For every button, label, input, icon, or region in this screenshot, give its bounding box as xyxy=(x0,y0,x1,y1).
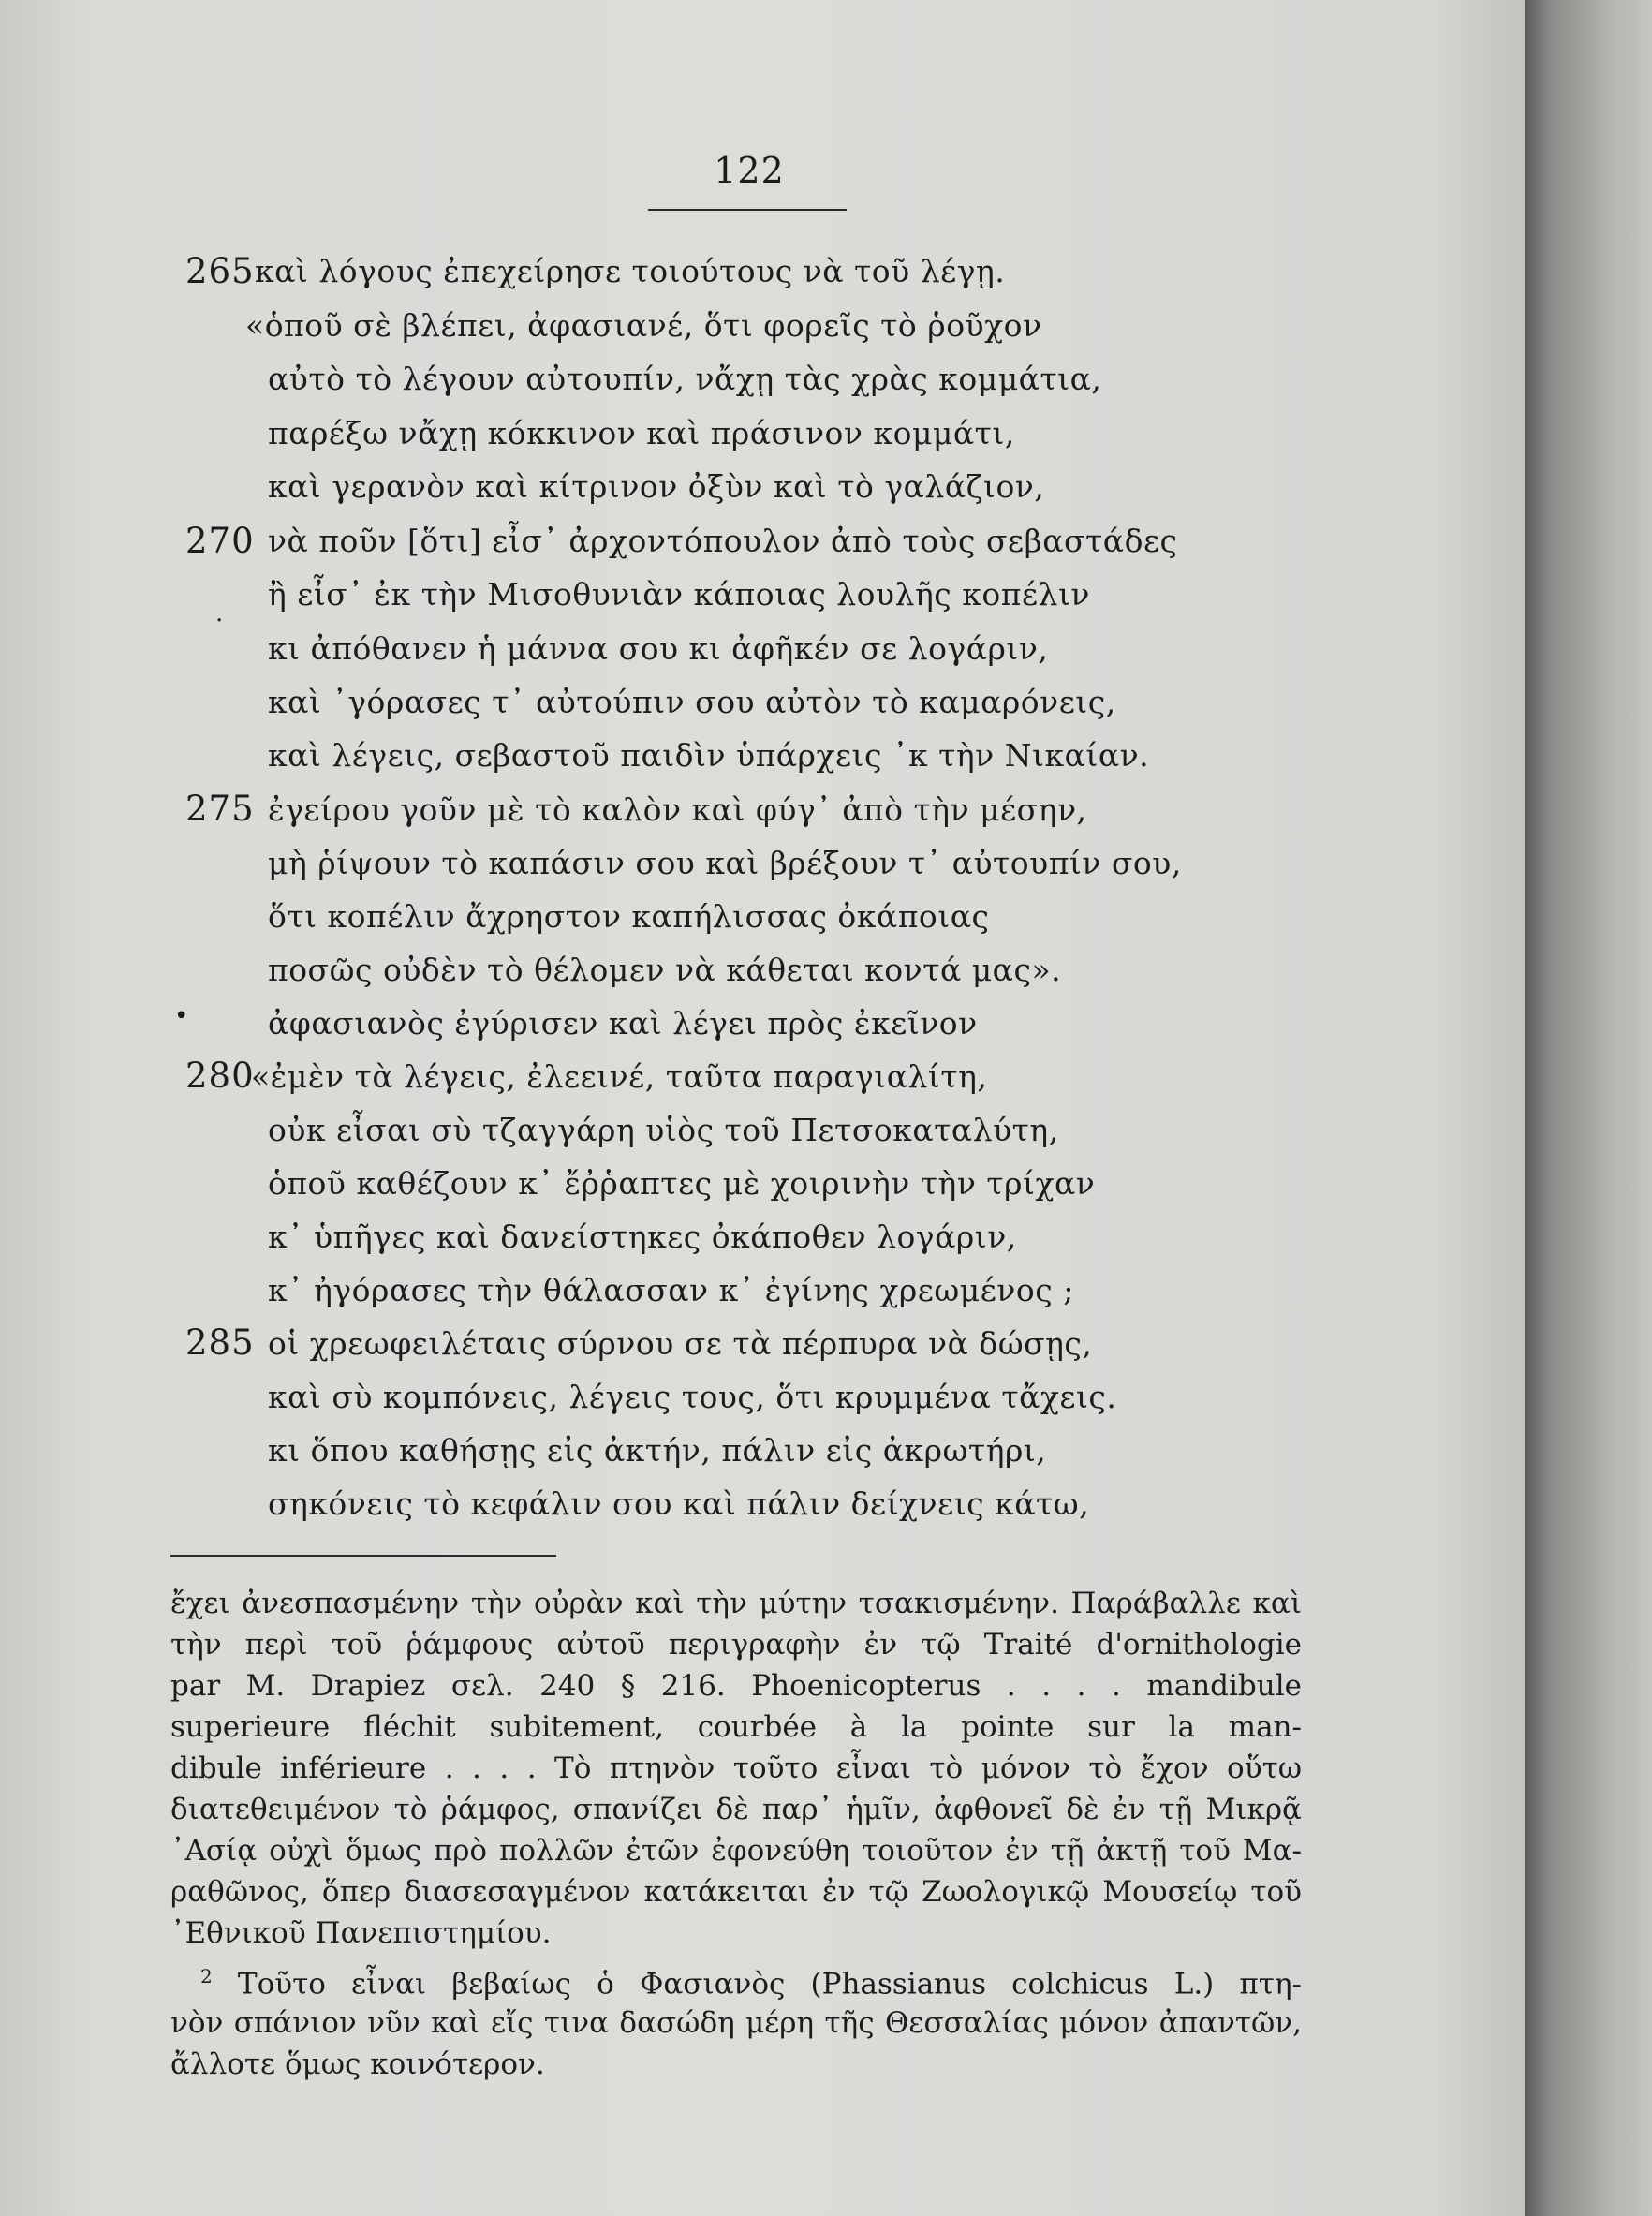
margin-mark: . xyxy=(215,599,224,628)
verse-line-274: καὶ λέγεις, σεβαστοῦ παιδὶν ὑπάρχεις ᾽κ τὴν Νικαίαν. xyxy=(268,737,1150,774)
footnote-line: dibule inférieure . . . . Τὸ πτηνὸν τοῦτο εἶναι τὸ μόνον τὸ ἔχον οὕτω xyxy=(170,1751,1302,1785)
footnote-2-text: Τοῦτο εἶναι βεβαίως ὁ Φασιανὸς (Phassianus colchicus L.) πτη- xyxy=(237,1967,1302,2002)
verse-line-282: ὁποῦ καθέζουν κ᾽ ἔῤῥαπτες μὲ χοιρινὴν τὴν τρίχαν xyxy=(268,1165,1096,1202)
line-number-285: 285 xyxy=(185,1322,255,1363)
line-number-270: 270 xyxy=(185,521,255,561)
verse-line-271: ἢ εἶσ᾽ ἐκ τὴν Μισοθυνιὰν κάποιας λουλῆς κοπέλιν xyxy=(268,576,1090,613)
line-number-275: 275 xyxy=(185,789,255,829)
verse-line-276: μὴ ῥίψουν τὸ καπάσιν σου καὶ βρέξουν τ᾽ αὐτουπίν σου, xyxy=(268,845,1182,881)
footnote-line: τὴν περὶ τοῦ ῥάμφους αὐτοῦ περιγραφὴν ἐν τῷ Traité d'ornithologie xyxy=(170,1628,1302,1662)
verse-line-265: καὶ λόγους ἐπεχείρησε τοιούτους νὰ τοῦ λέγῃ. xyxy=(255,253,1006,289)
verse-line-286: καὶ σὺ κομπόνεις, λέγεις τους, ὅτι κρυμμένα τἄχεις. xyxy=(268,1379,1117,1415)
verse-line-283: κ᾽ ὑπῆγες καὶ δανείστηκες ὀκάποθεν λογάριν, xyxy=(268,1219,1017,1255)
footnote-line: διατεθειμένον τὸ ῥάμφος, σπανίζει δὲ παρ᾽ ἡμῖν, ἀφθονεῖ δὲ ἐν τῇ Μικρᾷ xyxy=(170,1793,1302,1826)
verse-line-281: οὐκ εἶσαι σὺ τζαγγάρη υἱὸς τοῦ Πετσοκαταλύτη, xyxy=(268,1112,1059,1148)
verse-line-278: ποσῶς οὐδὲν τὸ θέλομεν νὰ κάθεται κοντά μας». xyxy=(268,952,1062,988)
verse-line-266: «ὁποῦ σὲ βλέπει, ἀφασιανέ, ὅτι φορεῖς τὸ ῥοῦχον xyxy=(245,307,1042,344)
verse-line-270: νὰ ποῦν [ὅτι] εἶσ᾽ ἀρχοντόπουλον ἀπὸ τοὺς σεβαστάδες xyxy=(268,523,1178,559)
footnote-2-first-line xyxy=(200,1965,1302,2001)
verse-line-284: κ᾽ ἠγόρασες τὴν θάλασσαν κ᾽ ἐγίνης χρεωμένος ; xyxy=(268,1272,1074,1308)
verse-line-269: καὶ γερανὸν καὶ κίτρινον ὀξὺν καὶ τὸ γαλάζιον, xyxy=(268,468,1045,505)
footnote-line: par M. Drapiez σελ. 240 § 216. Phoenicopterus . . . . mandibule xyxy=(170,1669,1302,1703)
footnote-line: νὸν σπάνιον νῦν καὶ εἴς τινα δασώδη μέρη τῆς Θεσσαλίας μόνον ἀπαντῶν, xyxy=(170,2006,1302,2040)
verse-line-285: οἱ χρεωφειλέταις σύρνου σε τὰ πέρπυρα νὰ δώσῃς, xyxy=(268,1325,1093,1362)
verse-line-268: παρέξω νἄχῃ κόκκινον καὶ πράσινον κομμάτι, xyxy=(268,415,1015,451)
verse-line-267: αὐτὸ τὸ λέγουν αὐτουπίν, νἄχῃ τὰς χρὰς κομμάτια, xyxy=(268,361,1102,397)
verse-line-273: καὶ ᾽γόρασες τ᾽ αὐτούπιν σου αὐτὸν τὸ καμαρόνεις, xyxy=(268,684,1116,720)
header-rule xyxy=(648,209,847,211)
margin-mark: • xyxy=(174,1002,189,1030)
page-number: 122 xyxy=(714,150,785,191)
verse-line-275: ἐγείρου γοῦν μὲ τὸ καλὸν καὶ φύγ᾽ ἀπὸ τὴν μέσην, xyxy=(268,791,1087,828)
footnote-line: ἔχει ἀνεσπασμένην τὴν οὐρὰν καὶ τὴν μύτην τσακισμένην. Παράβαλλε καὶ xyxy=(170,1587,1302,1620)
book-page-edge xyxy=(1525,0,1652,2216)
footnote-line: ᾽Εθνικοῦ Πανεπιστημίου. xyxy=(170,1916,552,1950)
footnote-line: ἄλλοτε ὅμως κοινότερον. xyxy=(170,2047,545,2081)
footnote-rule xyxy=(170,1555,556,1557)
verse-line-288: σηκόνεις τὸ κεφάλιν σου καὶ πάλιν δείχνεις κάτω, xyxy=(268,1485,1090,1522)
verse-line-277: ὅτι κοπέλιν ἄχρηστον καπήλισσας ὀκάποιας xyxy=(268,898,990,935)
verse-line-287: κι ὅπου καθήσῃς εἰς ἀκτήν, πάλιν εἰς ἀκρωτήρι, xyxy=(268,1432,1047,1469)
footnote-line: ᾽Ασίᾳ οὐχὶ ὅμως πρὸ πολλῶν ἐτῶν ἐφονεύθη τοιοῦτον ἐν τῇ ἀκτῇ τοῦ Μα- xyxy=(170,1834,1302,1868)
verse-line-279: ἀφασιανὸς ἐγύρισεν καὶ λέγει πρὸς ἐκεῖνον xyxy=(268,1005,978,1042)
line-number-280: 280 xyxy=(185,1056,255,1096)
footnote-line: superieure fléchit subitement, courbée à la pointe sur la man- xyxy=(170,1710,1302,1744)
line-number-265: 265 xyxy=(185,251,255,291)
footnote-line: ραθῶνος, ὅπερ διασεσαγμένον κατάκειται ἐν τῷ Ζωολογικῷ Μουσείῳ τοῦ xyxy=(170,1875,1302,1909)
verse-line-272: κι ἀπόθανεν ἡ μάννα σου κι ἀφῆκέν σε λογάριν, xyxy=(268,630,1049,667)
footnote-marker: 2 xyxy=(200,1965,213,1987)
verse-line-280: «ἐμὲν τὰ λέγεις, ἐλεεινέ, ταῦτα παραγιαλίτη, xyxy=(251,1058,988,1095)
